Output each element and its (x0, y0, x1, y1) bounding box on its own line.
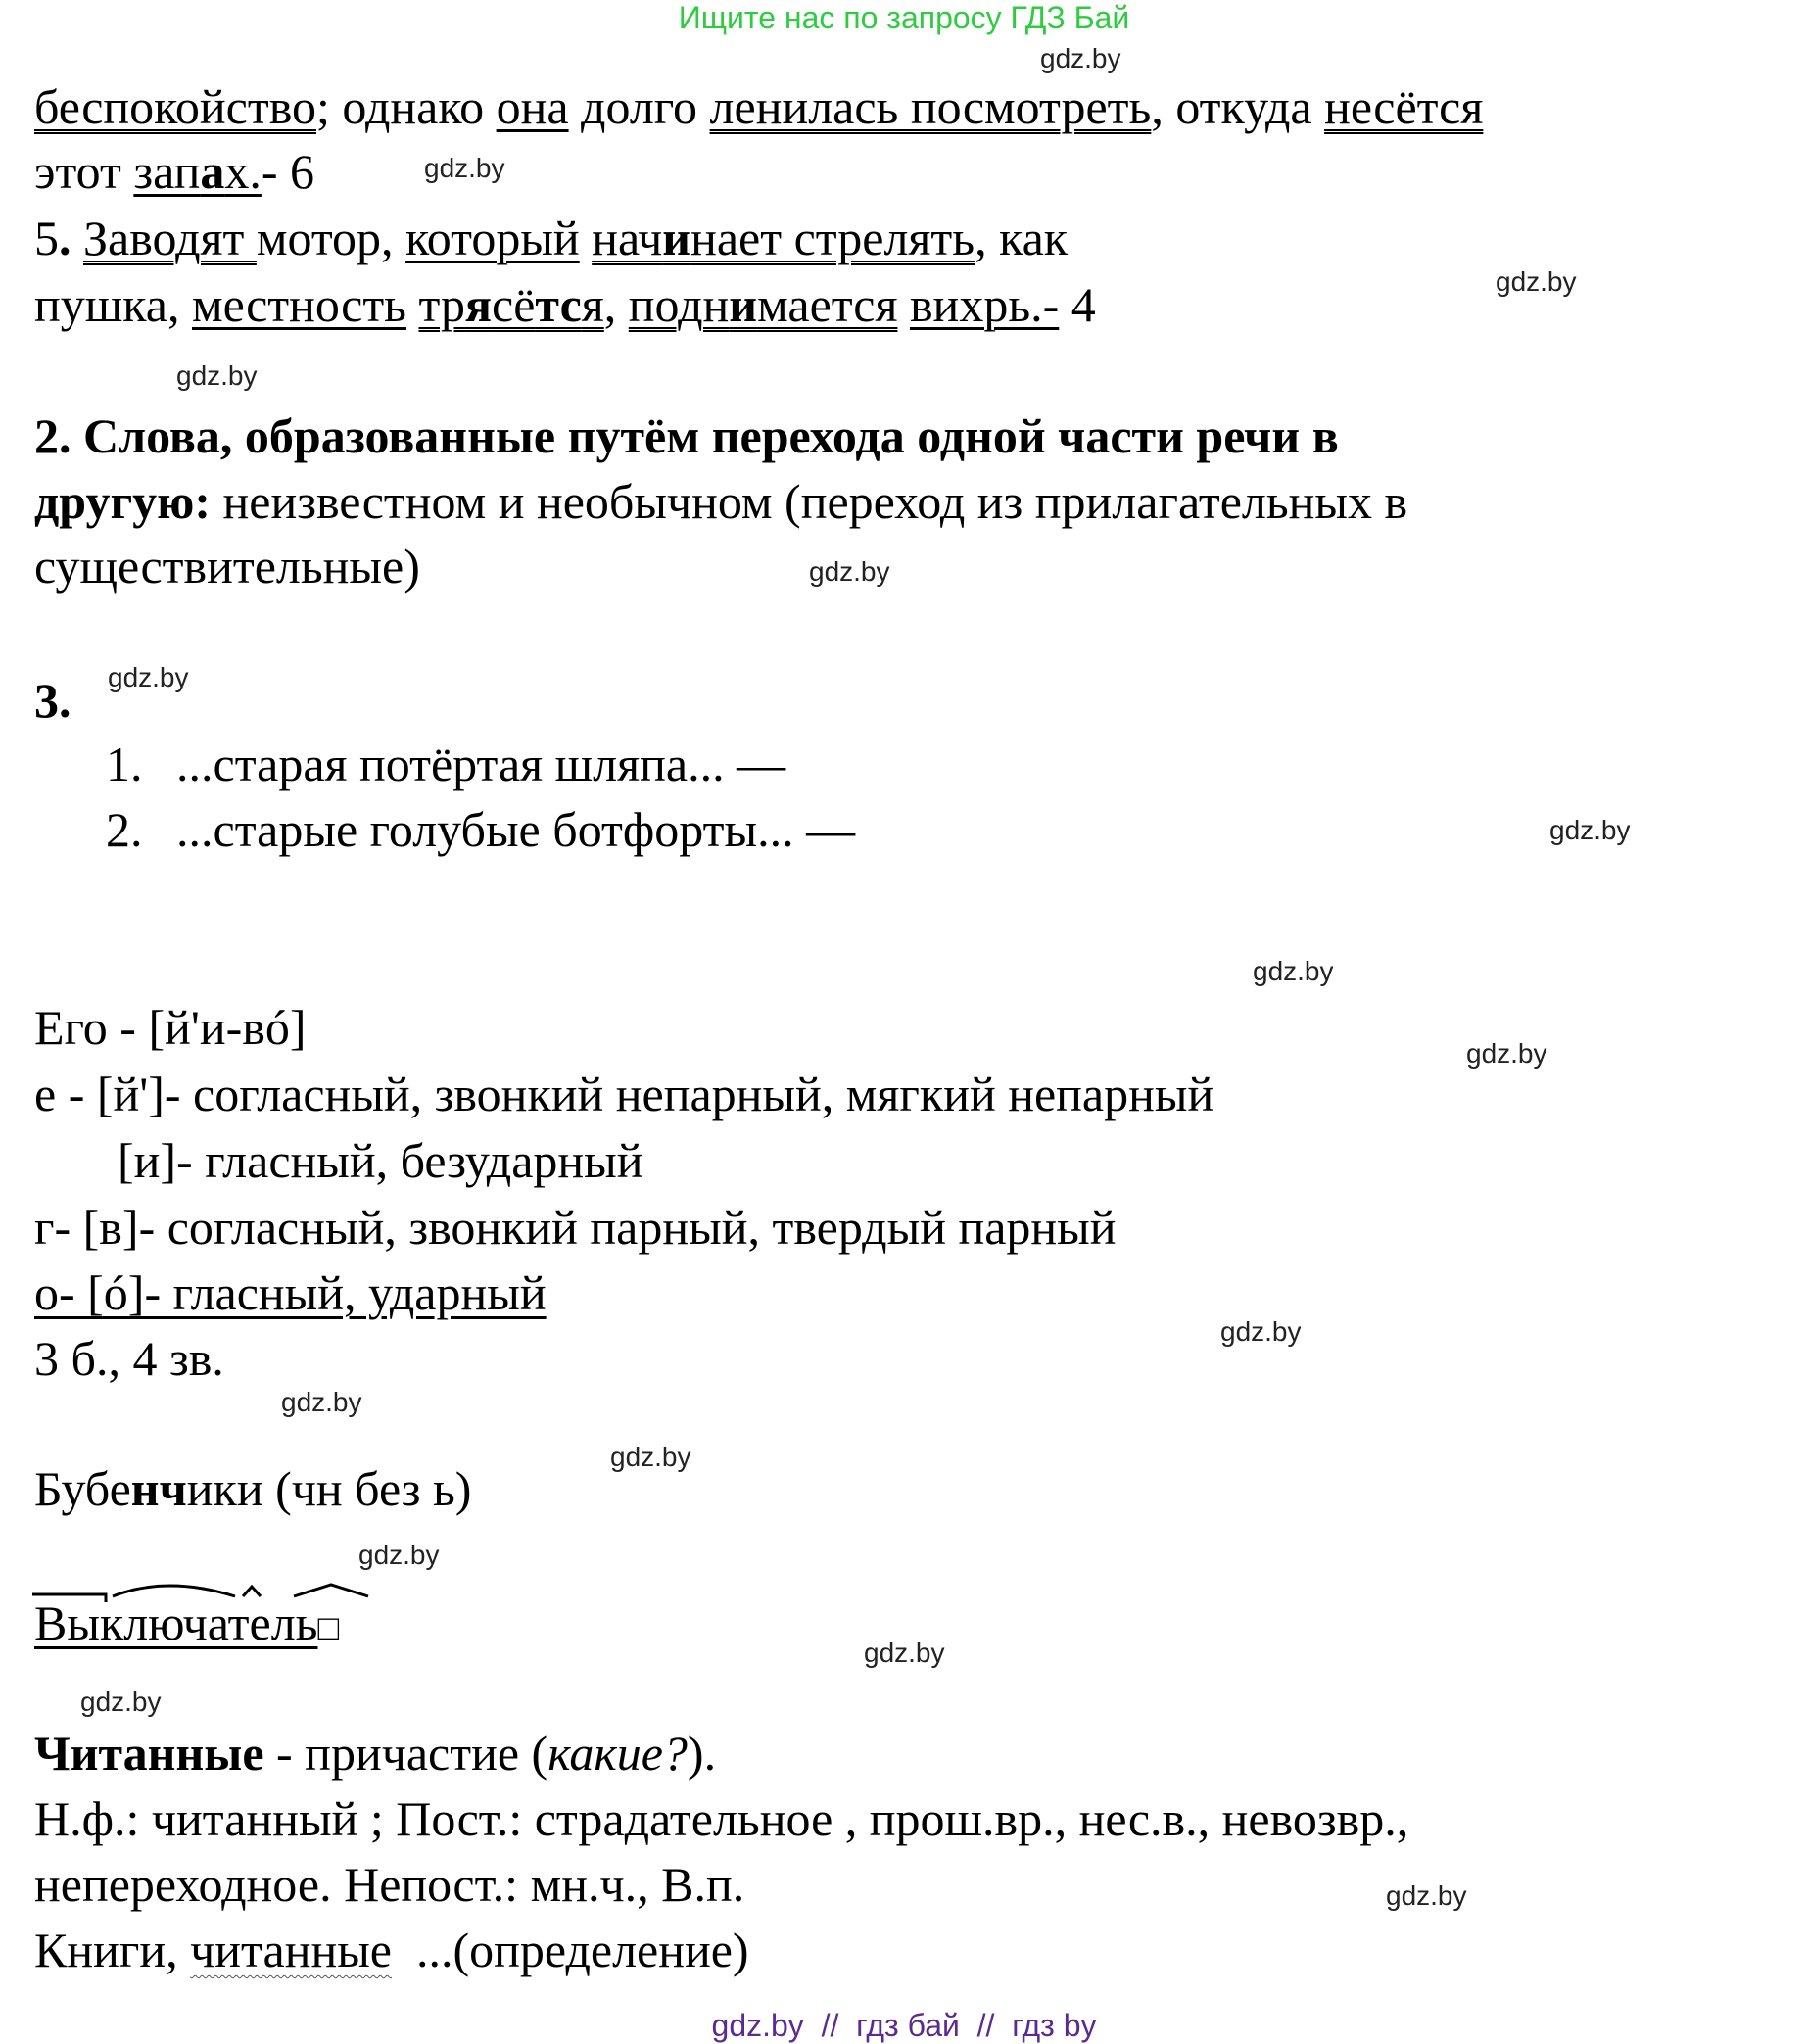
watermark: gdz.by (809, 556, 890, 587)
text: , откуда (1151, 79, 1325, 134)
watermark: gdz.by (1220, 1316, 1302, 1347)
text: , (603, 277, 629, 332)
watermark: gdz.by (1496, 266, 1577, 297)
phonetic-transcription: Его - [й'и-вó] (34, 1000, 307, 1055)
text: существительные) (34, 539, 420, 594)
text: ). (687, 1726, 717, 1781)
question-text: какие? (547, 1726, 688, 1781)
spelling-example (34, 1461, 472, 1516)
text: Бубе (34, 1461, 131, 1516)
subject-word: вихрь.- (909, 277, 1060, 332)
text: нач (592, 211, 663, 265)
participle-line-4 (34, 1923, 749, 1977)
text: 4 (1059, 277, 1096, 332)
text: ики (чн без ь) (186, 1461, 472, 1516)
text: этот (34, 144, 134, 199)
text: зап (133, 144, 201, 199)
item-number: 5 (34, 211, 59, 265)
list-item (106, 802, 856, 857)
text: ...(определение) (392, 1923, 749, 1977)
text: долго (568, 79, 710, 134)
watermark: gdz.by (80, 1687, 162, 1717)
stressed-letter: а (200, 144, 225, 199)
text: нает стрелять (690, 211, 975, 265)
watermark: gdz.by (176, 360, 258, 391)
list-text: ...старые голубые ботфорты... — (176, 802, 856, 857)
zero-ending-icon: □ (317, 1608, 340, 1647)
text: , как (975, 211, 1069, 265)
phonetic-row: г- [в]- согласный, звонкий парный, твердый парный (34, 1200, 1117, 1255)
heading-text: другую: (34, 474, 212, 529)
participle-line-3: непереходное. Непост.: мн.ч., В.п. (34, 1857, 745, 1912)
phonetic-row: е - [й']- согласный, звонкий непарный, мягкий непарный (34, 1067, 1214, 1121)
list-item (106, 737, 786, 791)
list-text: ...старая потёртая шляпа... — (176, 737, 786, 791)
subject-word: который (405, 211, 580, 265)
section-2-heading (34, 408, 1339, 463)
sentence-line-1 (34, 79, 1484, 134)
watermark: gdz.by (610, 1442, 691, 1472)
watermark: gdz.by (1253, 956, 1334, 986)
section-number: 3. (34, 673, 71, 728)
participle-line-2: Н.ф.: читанный ; Пост.: страдательное , прош.вр., нес.в., невозвр., (34, 1791, 1409, 1846)
phonetic-row: о- [ó]- гласный, ударный (34, 1265, 547, 1320)
text (406, 277, 419, 332)
subject-word: она (496, 79, 569, 134)
subject-word: местность (192, 277, 406, 332)
participle-word: Читанные (34, 1726, 264, 1781)
footer-links: gdz.by // гдз бай // гдз by (711, 2008, 1097, 2043)
text: я (581, 277, 604, 332)
highlighted-letters: нч (130, 1461, 187, 1516)
text: . (59, 211, 83, 265)
sentence-line-4 (34, 277, 1096, 332)
text: х. (224, 144, 262, 199)
section-2-line-3 (34, 539, 420, 594)
stressed-letter: и (729, 277, 758, 332)
watermark: gdz.by (1386, 1880, 1467, 1911)
watermark: gdz.by (424, 153, 505, 183)
predicate-word: ленилась посмотреть (709, 79, 1152, 134)
watermark: gdz.by (864, 1638, 945, 1668)
watermark: gdz.by (1040, 43, 1121, 73)
participle-heading (34, 1726, 717, 1781)
morpheme-word (34, 1595, 340, 1650)
stressed-letter: и (662, 211, 691, 265)
text: сё (492, 277, 536, 332)
watermark: gdz.by (358, 1540, 440, 1570)
search-banner: Ищите нас по запросу ГДЗ Бай (678, 0, 1130, 35)
list-number: 1. (106, 737, 143, 791)
text: неизвестном и необычном (переход из прилагательных в (211, 474, 1408, 529)
predicate-word: несётся (1324, 79, 1484, 134)
phonetic-row: [и]- гласный, безударный (118, 1133, 643, 1188)
morphemic-parse (0, 1567, 490, 1655)
list-number: 2. (106, 802, 143, 857)
predicate-word: Заводят (83, 211, 257, 265)
phonetic-summary: 3 б., 4 зв. (34, 1331, 224, 1386)
sentence-line-2 (34, 144, 315, 199)
section-2-line-2 (34, 474, 1408, 529)
bold-letters: тс (535, 277, 582, 332)
sentence-line-3 (34, 211, 1069, 265)
text: мотор, (256, 211, 406, 265)
subject-word: беспокойство (34, 79, 316, 134)
attribute-word: читанные (190, 1923, 392, 1977)
watermark: gdz.by (1549, 815, 1631, 845)
text: пушка, (34, 277, 192, 332)
watermark: gdz.by (108, 662, 189, 692)
heading-text: 2. Слова, образованные путём перехода одной части речи в (34, 408, 1339, 463)
text (897, 277, 910, 332)
section-3-number (34, 673, 71, 728)
text (580, 211, 593, 265)
text: тр (418, 277, 465, 332)
word-base: Выключатель (34, 1595, 318, 1650)
watermark: gdz.by (1466, 1038, 1547, 1069)
text: подн (628, 277, 730, 332)
watermark: gdz.by (281, 1387, 362, 1417)
text: мается (757, 277, 898, 332)
stressed-letter: я (464, 277, 493, 332)
text: Книги, (34, 1923, 191, 1977)
text: - причастие ( (263, 1726, 548, 1781)
text: - 6 (261, 144, 315, 199)
text: ; однако (316, 79, 497, 134)
